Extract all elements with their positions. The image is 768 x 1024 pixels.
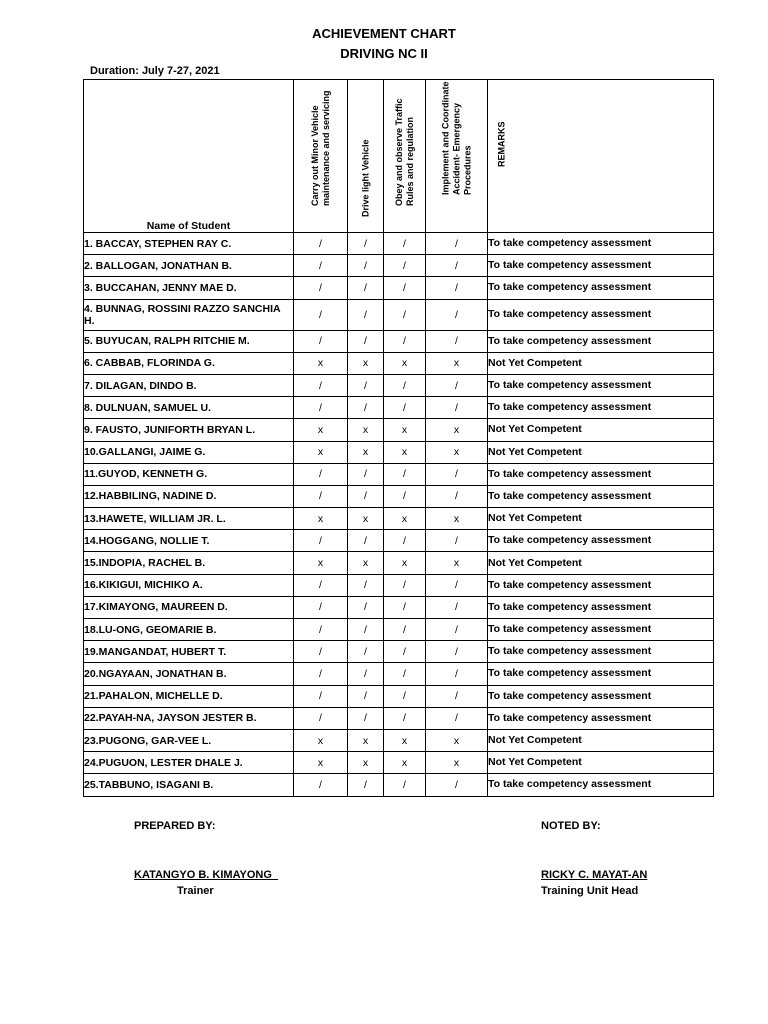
competency-mark: x [294, 419, 348, 441]
competency-mark: x [384, 752, 426, 774]
table-row [84, 729, 714, 751]
competency-mark: / [384, 596, 426, 618]
competency-mark: / [294, 574, 348, 596]
competency-mark: x [426, 729, 488, 751]
header-label: Drive light Vehicle [360, 139, 370, 217]
competency-mark: / [426, 530, 488, 552]
remark: Not Yet Competent [488, 441, 714, 463]
table-row [84, 685, 714, 707]
competency-mark: x [348, 419, 384, 441]
competency-mark: x [294, 729, 348, 751]
competency-mark: / [384, 330, 426, 352]
remark: To take competency assessment [488, 277, 714, 299]
table-row [84, 574, 714, 596]
remark: To take competency assessment [488, 596, 714, 618]
student-name: 25.TABBUNO, ISAGANI B. [84, 774, 294, 796]
remark: To take competency assessment [488, 530, 714, 552]
remark: To take competency assessment [488, 463, 714, 485]
competency-mark: x [348, 352, 384, 374]
student-name: 10.GALLANGI, JAIME G. [84, 441, 294, 463]
table-row [84, 530, 714, 552]
student-name: 3. BUCCAHAN, JENNY MAE D. [84, 277, 294, 299]
student-name: 4. BUNNAG, ROSSINI RAZZO SANCHIA H. [84, 299, 294, 330]
header-label: Carry out Minor Vehicle maintenance and servicing [309, 90, 331, 206]
competency-mark: / [426, 299, 488, 330]
remark: To take competency assessment [488, 397, 714, 419]
remark: To take competency assessment [488, 774, 714, 796]
remark: To take competency assessment [488, 374, 714, 396]
table-row [84, 774, 714, 796]
header-label: REMARKS [496, 121, 507, 167]
competency-mark: x [384, 419, 426, 441]
document-subtitle: DRIVING NC II [340, 46, 428, 61]
competency-mark: / [426, 277, 488, 299]
competency-mark: x [384, 441, 426, 463]
competency-mark: / [348, 485, 384, 507]
competency-mark: x [426, 508, 488, 530]
competency-mark: / [426, 774, 488, 796]
student-name: 14.HOGGANG, NOLLIE T. [84, 530, 294, 552]
table-row [84, 374, 714, 396]
remark: To take competency assessment [488, 641, 714, 663]
competency-mark: / [348, 707, 384, 729]
remark: To take competency assessment [488, 574, 714, 596]
header-remarks [488, 80, 714, 233]
student-name: 7. DILAGAN, DINDO B. [84, 374, 294, 396]
competency-mark: / [426, 485, 488, 507]
header-label: Implement and Coordinate Accident- Emergency Procedures [440, 81, 472, 195]
remark: To take competency assessment [488, 663, 714, 685]
competency-mark: / [348, 374, 384, 396]
competency-mark: / [384, 641, 426, 663]
document-title: ACHIEVEMENT CHART [312, 26, 456, 41]
student-name: 21.PAHALON, MICHELLE D. [84, 685, 294, 707]
table-row [84, 752, 714, 774]
competency-mark: / [294, 707, 348, 729]
remark: To take competency assessment [488, 299, 714, 330]
competency-mark: x [348, 508, 384, 530]
remark: Not Yet Competent [488, 752, 714, 774]
table-row [84, 463, 714, 485]
competency-mark: x [294, 352, 348, 374]
competency-mark: / [426, 574, 488, 596]
competency-mark: / [426, 596, 488, 618]
student-name: 16.KIKIGUI, MICHIKO A. [84, 574, 294, 596]
table-row [84, 508, 714, 530]
signatory-name: KATANGYO B. KIMAYONG [134, 869, 272, 881]
table-row [84, 352, 714, 374]
competency-mark: x [384, 508, 426, 530]
student-name: 13.HAWETE, WILLIAM JR. L. [84, 508, 294, 530]
competency-mark: / [348, 663, 384, 685]
table-row [84, 619, 714, 641]
competency-mark: / [348, 574, 384, 596]
remark: To take competency assessment [488, 619, 714, 641]
remark: Not Yet Competent [488, 552, 714, 574]
remark: Not Yet Competent [488, 419, 714, 441]
remark: Not Yet Competent [488, 508, 714, 530]
competency-mark: / [294, 397, 348, 419]
student-name: 1. BACCAY, STEPHEN RAY C. [84, 233, 294, 255]
competency-mark: / [426, 663, 488, 685]
competency-mark: x [294, 552, 348, 574]
competency-mark: / [426, 233, 488, 255]
competency-mark: / [294, 774, 348, 796]
student-name: 15.INDOPIA, RACHEL B. [84, 552, 294, 574]
competency-mark: / [294, 463, 348, 485]
competency-mark: / [384, 299, 426, 330]
table-row [84, 299, 714, 330]
competency-mark: / [426, 374, 488, 396]
competency-mark: / [294, 255, 348, 277]
table-row [84, 397, 714, 419]
student-name: 24.PUGUON, LESTER DHALE J. [84, 752, 294, 774]
competency-mark: / [426, 397, 488, 419]
competency-mark: / [294, 685, 348, 707]
competency-mark: / [348, 641, 384, 663]
competency-mark: / [348, 277, 384, 299]
prepared-by-role: Trainer [177, 885, 214, 897]
competency-mark: x [294, 441, 348, 463]
competency-mark: / [384, 374, 426, 396]
competency-mark: / [426, 619, 488, 641]
competency-mark: / [348, 685, 384, 707]
student-name: 23.PUGONG, GAR-VEE L. [84, 729, 294, 751]
competency-mark: x [348, 752, 384, 774]
competency-mark: / [348, 619, 384, 641]
student-name: 11.GUYOD, KENNETH G. [84, 463, 294, 485]
competency-mark: x [348, 729, 384, 751]
student-name: 8. DULNUAN, SAMUEL U. [84, 397, 294, 419]
student-name: 17.KIMAYONG, MAUREEN D. [84, 596, 294, 618]
remark: To take competency assessment [488, 485, 714, 507]
competency-mark: / [384, 530, 426, 552]
competency-mark: x [426, 441, 488, 463]
competency-mark: / [384, 774, 426, 796]
competency-mark: / [384, 233, 426, 255]
competency-mark: / [426, 641, 488, 663]
competency-mark: / [384, 685, 426, 707]
table-row [84, 255, 714, 277]
header-label: Obey and observe Traffic Rules and regulation [393, 98, 415, 206]
student-name: 6. CABBAB, FLORINDA G. [84, 352, 294, 374]
competency-mark: / [384, 574, 426, 596]
competency-mark: x [348, 441, 384, 463]
remark: To take competency assessment [488, 685, 714, 707]
competency-mark: / [294, 374, 348, 396]
header-minor-vehicle-maintenance [294, 80, 348, 233]
duration-text: Duration: July 7-27, 2021 [90, 65, 220, 77]
noted-by-role: Training Unit Head [541, 885, 639, 897]
competency-mark: x [294, 508, 348, 530]
table-row [84, 233, 714, 255]
table-row [84, 707, 714, 729]
competency-mark: / [348, 255, 384, 277]
competency-mark: / [294, 530, 348, 552]
competency-mark: / [348, 233, 384, 255]
remark: To take competency assessment [488, 233, 714, 255]
competency-mark: x [384, 729, 426, 751]
competency-mark: / [384, 663, 426, 685]
competency-mark: / [294, 299, 348, 330]
competency-mark: x [426, 752, 488, 774]
competency-mark: x [384, 552, 426, 574]
student-name: 12.HABBILING, NADINE D. [84, 485, 294, 507]
student-name: 2. BALLOGAN, JONATHAN B. [84, 255, 294, 277]
competency-mark: / [384, 463, 426, 485]
competency-mark: / [294, 277, 348, 299]
competency-mark: / [294, 619, 348, 641]
table-row [84, 596, 714, 618]
table-row [84, 663, 714, 685]
header-drive-light-vehicle [348, 80, 384, 233]
table-row [84, 330, 714, 352]
table-row [84, 641, 714, 663]
remark: Not Yet Competent [488, 352, 714, 374]
competency-mark: / [348, 397, 384, 419]
competency-mark: / [348, 596, 384, 618]
header-obey-traffic-rules [384, 80, 426, 233]
table-row [84, 552, 714, 574]
competency-mark: / [384, 485, 426, 507]
competency-mark: / [294, 485, 348, 507]
remark: To take competency assessment [488, 707, 714, 729]
competency-mark: / [426, 463, 488, 485]
student-name: 9. FAUSTO, JUNIFORTH BRYAN L. [84, 419, 294, 441]
table-row [84, 441, 714, 463]
table-row [84, 485, 714, 507]
header-accident-emergency-procedures [426, 80, 488, 233]
competency-mark: / [384, 397, 426, 419]
competency-mark: x [426, 352, 488, 374]
competency-mark: / [384, 277, 426, 299]
noted-by-label: NOTED BY: [541, 820, 601, 832]
table-row [84, 419, 714, 441]
competency-mark: / [426, 685, 488, 707]
remark: To take competency assessment [488, 330, 714, 352]
prepared-by-name [134, 869, 278, 881]
competency-mark: / [294, 330, 348, 352]
student-name: 22.PAYAH-NA, JAYSON JESTER B. [84, 707, 294, 729]
competency-mark: / [294, 596, 348, 618]
achievement-table [83, 79, 714, 797]
competency-mark: / [426, 330, 488, 352]
competency-mark: / [426, 255, 488, 277]
competency-mark: / [348, 463, 384, 485]
student-name: 19.MANGANDAT, HUBERT T. [84, 641, 294, 663]
competency-mark: / [348, 774, 384, 796]
competency-mark: / [426, 707, 488, 729]
competency-mark: x [348, 552, 384, 574]
competency-mark: x [384, 352, 426, 374]
header-name-of-student: Name of Student [84, 80, 294, 233]
prepared-by-label: PREPARED BY: [134, 820, 216, 832]
competency-mark: / [348, 330, 384, 352]
competency-mark: / [294, 663, 348, 685]
student-name: 5. BUYUCAN, RALPH RITCHIE M. [84, 330, 294, 352]
competency-mark: / [384, 707, 426, 729]
competency-mark: / [348, 530, 384, 552]
table-row [84, 277, 714, 299]
competency-mark: / [294, 233, 348, 255]
student-name: 18.LU-ONG, GEOMARIE B. [84, 619, 294, 641]
competency-mark: x [426, 419, 488, 441]
student-name: 20.NGAYAAN, JONATHAN B. [84, 663, 294, 685]
header-row [84, 80, 714, 233]
competency-mark: x [294, 752, 348, 774]
remark: To take competency assessment [488, 255, 714, 277]
competency-mark: / [384, 619, 426, 641]
competency-mark: x [426, 552, 488, 574]
competency-mark: / [348, 299, 384, 330]
noted-by-name: RICKY C. MAYAT-AN [541, 869, 648, 881]
competency-mark: / [384, 255, 426, 277]
remark: Not Yet Competent [488, 729, 714, 751]
competency-mark: / [294, 641, 348, 663]
